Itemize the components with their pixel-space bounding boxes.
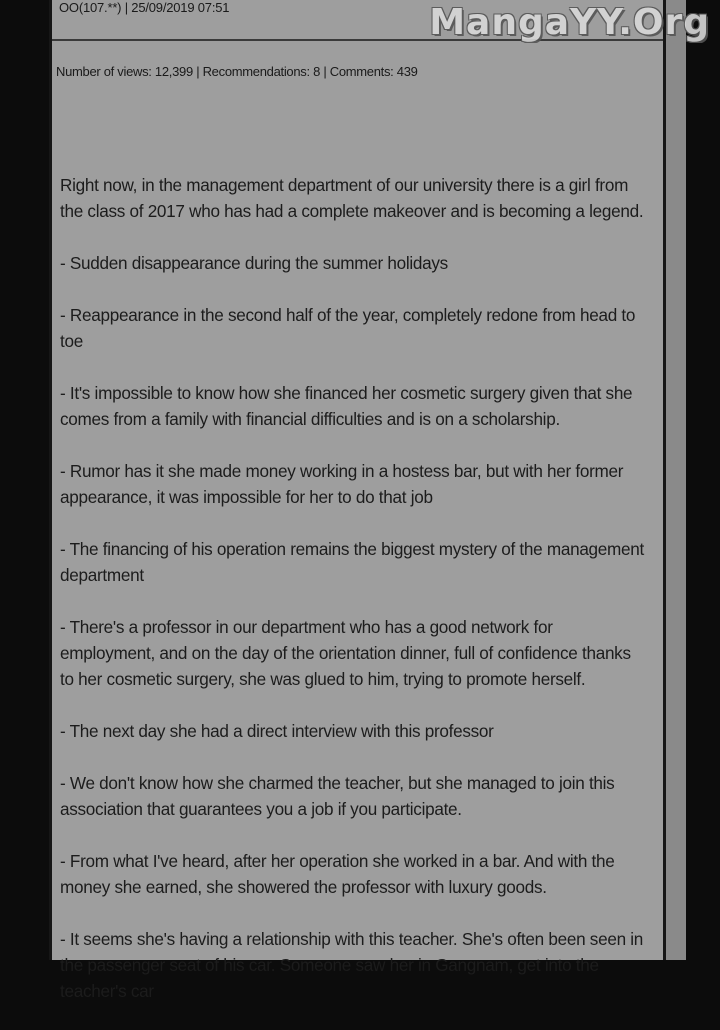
paragraph: - The financing of his operation remains the biggest mystery of the management department: [60, 539, 645, 585]
paragraph: - There's a professor in our department who has a good network for employment, and on the day of the orientation dinner, full of confidence thanks to her cosmetic surgery, she was glued to him, trying to promote herself.: [60, 617, 631, 689]
background-strip: [666, 0, 686, 960]
paragraph: - We don't know how she charmed the teacher, but she managed to join this association that guarantees you a job if you participate.: [60, 773, 615, 819]
post-content: [60, 172, 648, 1030]
post-meta: OO(107.**) | 25/09/2019 07:51: [59, 0, 230, 15]
paragraph: - It seems she's having a relationship with this teacher. She's often been seen in the passenger seat of his car. Someone saw her in Gangnam, get into the teacher's car: [60, 929, 644, 1001]
post-panel: [49, 0, 666, 1001]
post-stats: Number of views: 12,399 | Recommendations: 8 | Comments: 439: [56, 64, 418, 79]
paragraph: - Reappearance in the second half of the year, completely redone from head to toe: [60, 305, 636, 351]
paragraph: - From what I've heard, after her operation she worked in a bar. And with the money she earned, she showered the professor with luxury goods.: [60, 851, 615, 897]
paragraph: - It's impossible to know how she financed her cosmetic surgery given that she comes from a family with financial difficulties and is on a scholarship.: [60, 383, 633, 429]
watermark-logo: MangaYY.Org: [429, 2, 710, 43]
paragraph: - Rumor has it she made money working in a hostess bar, but with her former appearance, it was impossible for her to do that job: [60, 461, 624, 507]
paragraph: - The next day she had a direct interview with this professor: [60, 721, 494, 741]
paragraph: - Sudden disappearance during the summer holidays: [60, 253, 448, 273]
paragraph: Right now, in the management department of our university there is a girl from the class of 2017 who has had a complete makeover and is becoming a legend.: [60, 175, 644, 221]
